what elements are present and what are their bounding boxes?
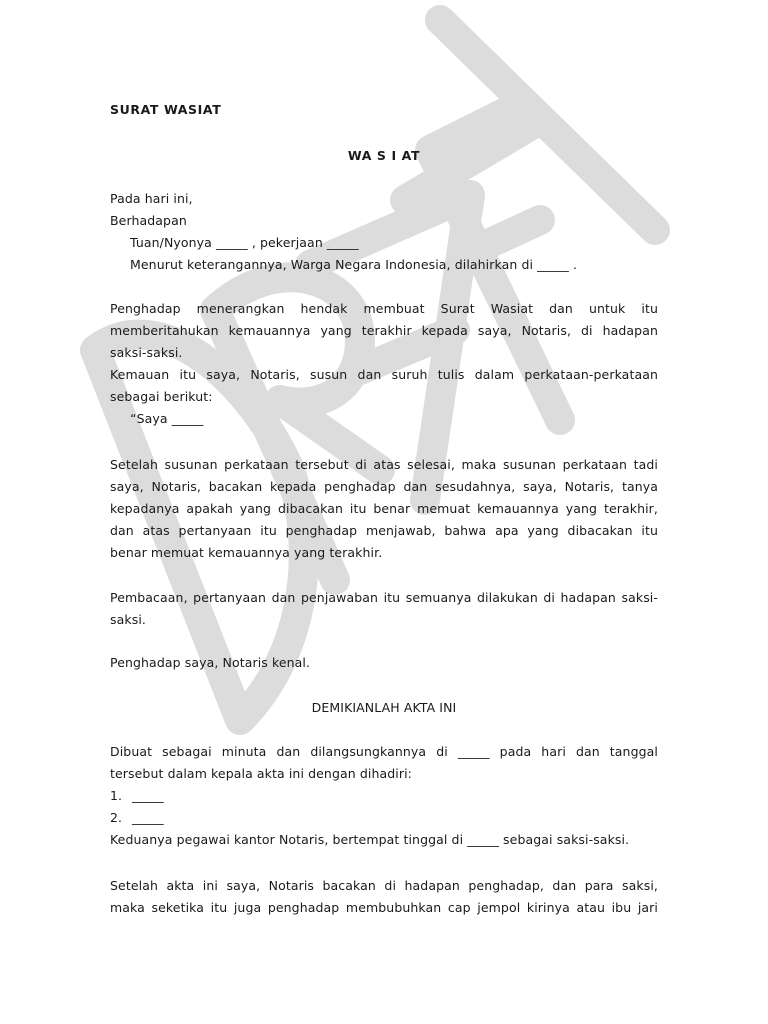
text-line: sebagai berikut:	[110, 389, 213, 404]
list-number: 1.	[110, 788, 123, 803]
opening-line: Pada hari ini,	[110, 191, 193, 206]
text-line: maka seketika itu juga penghadap membubuhkan cap jempol kirinya atau ibu jari	[110, 900, 658, 915]
list-text: _____	[132, 810, 164, 825]
text-line: saksi.	[110, 612, 146, 627]
text-line: saksi-saksi.	[110, 345, 183, 360]
text-line: “Saya _____	[130, 411, 204, 426]
closing-heading: DEMIKIANLAH AKTA INI	[311, 700, 457, 715]
text-line: memberitahukan kemauannya yang terakhir kepada saya, Notaris, di hadapan	[110, 323, 658, 338]
paragraph-5	[110, 741, 658, 851]
opening-line: Tuan/Nyonya _____ , pekerjaan _____	[130, 235, 359, 250]
paragraph-6	[110, 875, 658, 919]
list-number: 2.	[110, 810, 123, 825]
text-line: Setelah susunan perkataan tersebut di atas selesai, maka susunan perkataan tadi	[110, 457, 658, 472]
text-line: tersebut dalam kepala akta ini dengan dihadiri:	[110, 766, 412, 781]
text-line: Keduanya pegawai kantor Notaris, bertempat tinggal di _____ sebagai saksi-saksi.	[110, 832, 630, 847]
paragraph-3	[110, 587, 658, 631]
paragraph-4: Penghadap saya, Notaris kenal.	[110, 655, 311, 670]
text-line: Kemauan itu saya, Notaris, susun dan suruh tulis dalam perkataan-perkataan	[110, 367, 658, 382]
paragraph-1	[110, 298, 658, 430]
list-text: _____	[132, 788, 164, 803]
document-title: WA S I AT	[347, 148, 421, 163]
opening-line: Berhadapan	[110, 213, 187, 228]
paragraph-2	[110, 454, 658, 564]
text-line: Dibuat sebagai minuta dan dilangsungkannya di _____ pada hari dan tanggal	[110, 744, 658, 759]
witness-list-item	[110, 785, 658, 807]
text-line: benar memuat kemauannya yang terakhir.	[110, 545, 383, 560]
text-line: Penghadap menerangkan hendak membuat Surat Wasiat dan untuk itu	[110, 301, 658, 316]
text-line: Pembacaan, pertanyaan dan penjawaban itu semuanya dilakukan di hadapan saksi-	[110, 590, 658, 605]
text-line: dan atas pertanyaan itu penghadap menjawab, bahwa apa yang dibacakan itu	[110, 523, 658, 538]
witness-list-item	[110, 807, 658, 829]
document-header: SURAT WASIAT	[110, 102, 222, 117]
text-line: saya, Notaris, bacakan kepada penghadap dan sesudahnya, saya, Notaris, tanya	[110, 479, 658, 494]
opening-section	[110, 188, 658, 276]
text-line: Setelah akta ini saya, Notaris bacakan di hadapan penghadap, dan para saksi,	[110, 878, 658, 893]
text-line: kepadanya apakah yang dibacakan itu benar memuat kemauannya yang terakhir,	[110, 501, 658, 516]
opening-line: Menurut keterangannya, Warga Negara Indonesia, dilahirkan di _____ .	[130, 257, 578, 272]
